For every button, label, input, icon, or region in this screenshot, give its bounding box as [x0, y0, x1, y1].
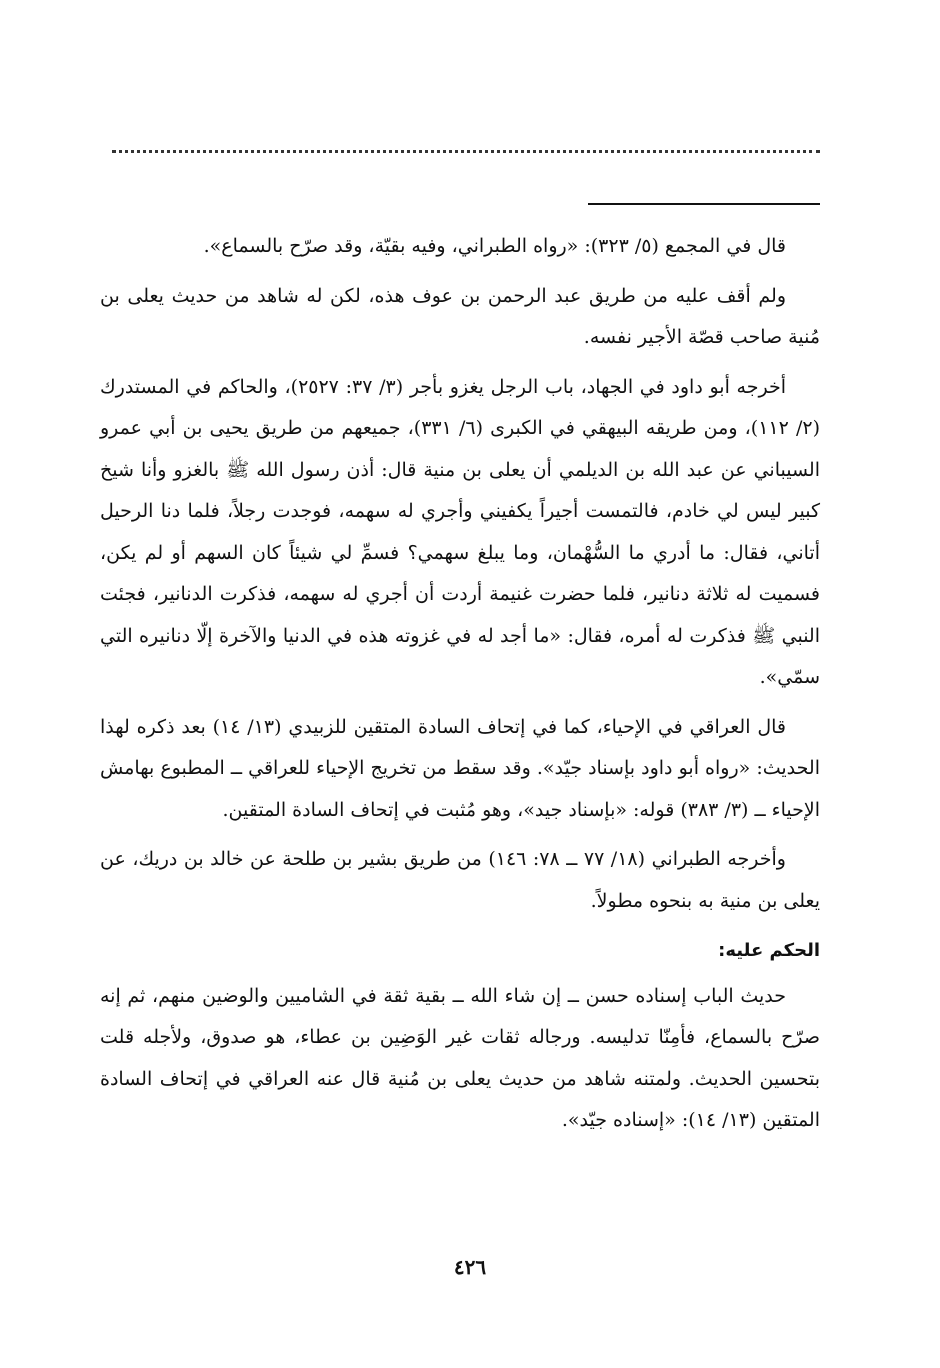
paragraph-shahid: ولم أقف عليه من طريق عبد الرحمن بن عوف هذه، لكن له شاهد من حديث يعلى بن مُنية صاحب قصّة الأجير نفسه. — [100, 284, 820, 348]
ruling-heading: الحكم عليه: — [718, 940, 820, 961]
footnote-rule — [588, 203, 820, 205]
paragraph-iraqi: قال العراقي في الإحياء، كما في إتحاف السادة المتقين للزبيدي (١٣/ ١٤) بعد ذكره لهذا الحديث: «رواه أبو داود بإسناد جيّد». وقد سقط من تخريج الإحياء للعراقي ــ المطبوع بهامش الإحياء ــ (٣/ ٣٨٣) قوله: «بإسناد جيد»، وهو مُثبت في إتحاف السادة المتقين. — [100, 715, 820, 821]
paragraph-abu-dawud: أخرجه أبو داود في الجهاد، باب الرجل يغزو بأجر (٣/ ٣٧: ٢٥٢٧)، والحاكم في المستدرك (٢/ ١١٢)، ومن طريقه البيهقي في الكبرى (٦/ ٣٣١)، جميعهم من طريق يحيى بن أبي عمرو السيباني عن عبد الله بن الديلمي أن يعلى بن منية قال: أذن رسول الله ﷺ بالغزو وأنا شيخ كبير ليس لي خادم، فالتمست أجيراً يكفيني وأجري له سهمه، فوجدت رجلاً، فلما دنا الرحيل أتاني، فقال: ما أدري ما السُّهْمان، وما يبلغ سهمي؟ فسمِّ لي شيئاً كان السهم أو لم يكن، فسميت له ثلاثة دنانير، فلما حضرت غنيمة أردت أن أجري له سهمه، فذكرت الدنانير، فجئت النبي ﷺ فذكرت له أمره، فقال: «ما أجد له في غزوته هذه في الدنيا والآخرة إلّا دنانيره التي سمّي». — [100, 375, 820, 688]
body-text — [100, 226, 820, 1150]
page-number: ٤٢٦ — [453, 1255, 487, 1279]
paragraph-majma: قال في المجمع (٥/ ٣٢٣): «رواه الطبراني، وفيه بقيّة، وقد صرّح بالسماع». — [203, 235, 786, 257]
dotted-separator — [112, 150, 820, 153]
paragraph-tabarani: وأخرجه الطبراني (١٨/ ٧٧ ــ ٧٨: ١٤٦) من طريق بشير بن طلحة عن خالد بن دريك، عن يعلى بن منية به بنحوه مطولاً. — [100, 848, 820, 912]
paragraph-ruling: حديث الباب إسناده حسن ــ إن شاء الله ــ بقية ثقة في الشاميين والوضين منهم، ثم إنه صرّح بالسماع، فأمِنّا تدليسه. ورجاله ثقات غير الوَضِين بن عطاء، هو صدوق، ولأجله قلت بتحسين الحديث. ولمتنه شاهد من حديث يعلى بن مُنية قال عنه العراقي في إتحاف السادة المتقين (١٣/ ١٤): «إسناده جيّد». — [100, 984, 820, 1131]
